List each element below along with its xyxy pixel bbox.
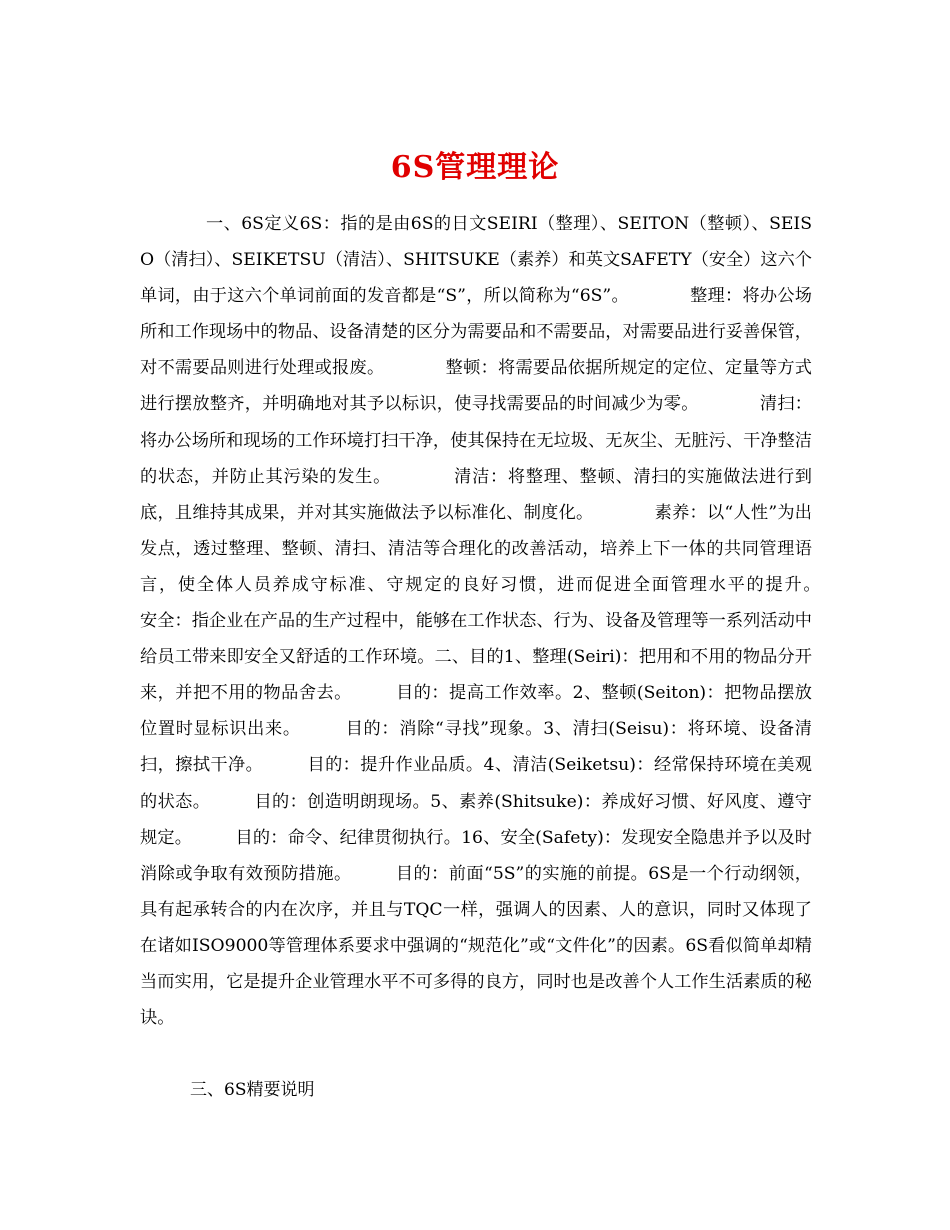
document-body-paragraph: 一、6S定义6S：指的是由6S的日文SEIRI（整理）、SEITON（整顿）、SEISO（清扫）、SEIKETSU（清洁）、SHITSUKE（素养）和英文SAFETY（安全）这六个单词，由于这六个单词前面的发音都是“S”，所以简称为“6S”。 整理：将办公场所和工作现场中的物品、设备清楚的区分为需要品和不需要品，对需要品进行妥善保管，对不需要品则进行处理或报废。 整顿：将需要品依据所规定的定位、定量等方式进行摆放整齐，并明确地对其予以标识，使寻找需要品的时间减少为零。 清扫：将办公场所和现场的工作环境打扫干净，使其保持在无垃圾、无灰尘、无脏污、干净整洁的状态，并防止其污染的发生。 清洁：将整理、整顿、清扫的实施做法进行到底，且维持其成果，并对其实施做法予以标准化、制度化。 素养：以“人性”为出发点，透过整理、整顿、清扫、清洁等合理化的改善活动，培养上下一体的共同管理语言，使全体人员养成守标准、守规定的良好习惯，进而促进全面管理水平的提升。 安全：指企业在产品的生产过程中，能够在工作状态、行为、设备及管理等一系列活动中给员工带来即安全又舒适的工作环境。二、目的1、整理(Seiri)：把用和不用的物品分开来，并把不用的物品舍去。 目的：提高工作效率。2、整顿(Seiton)：把物品摆放位置时显标识出来。 目的：消除“寻找”现象。3、清扫(Seisu)：将环境、设备清扫，擦拭干净。 目的：提升作业品质。4、清洁(Seiketsu)：经常保持环境在美观的状态。 目的：创造明朗现场。5、素养(Shitsuke)：养成好习惯、好风度、遵守规定。 目的：命令、纪律贯彻执行。16、安全(Safety)：发现安全隐患并予以及时消除或争取有效预防措施。 目的：前面“5S”的实施的前提。6S是一个行动纲领，具有起承转合的内在次序，并且与TQC一样，强调人的因素、人的意识，同时又体现了在诸如ISO9000等管理体系要求中强调的“规范化”或“文件化”的因素。6S看似简单却精当而实用，它是提升企业管理水平不可多得的良方，同时也是改善个人工作生活素质的秘诀。 — [140, 214, 881, 1029]
section-heading: 三、6S精要说明 — [190, 1080, 315, 1100]
document-title: 6S管理理论 — [390, 150, 560, 186]
